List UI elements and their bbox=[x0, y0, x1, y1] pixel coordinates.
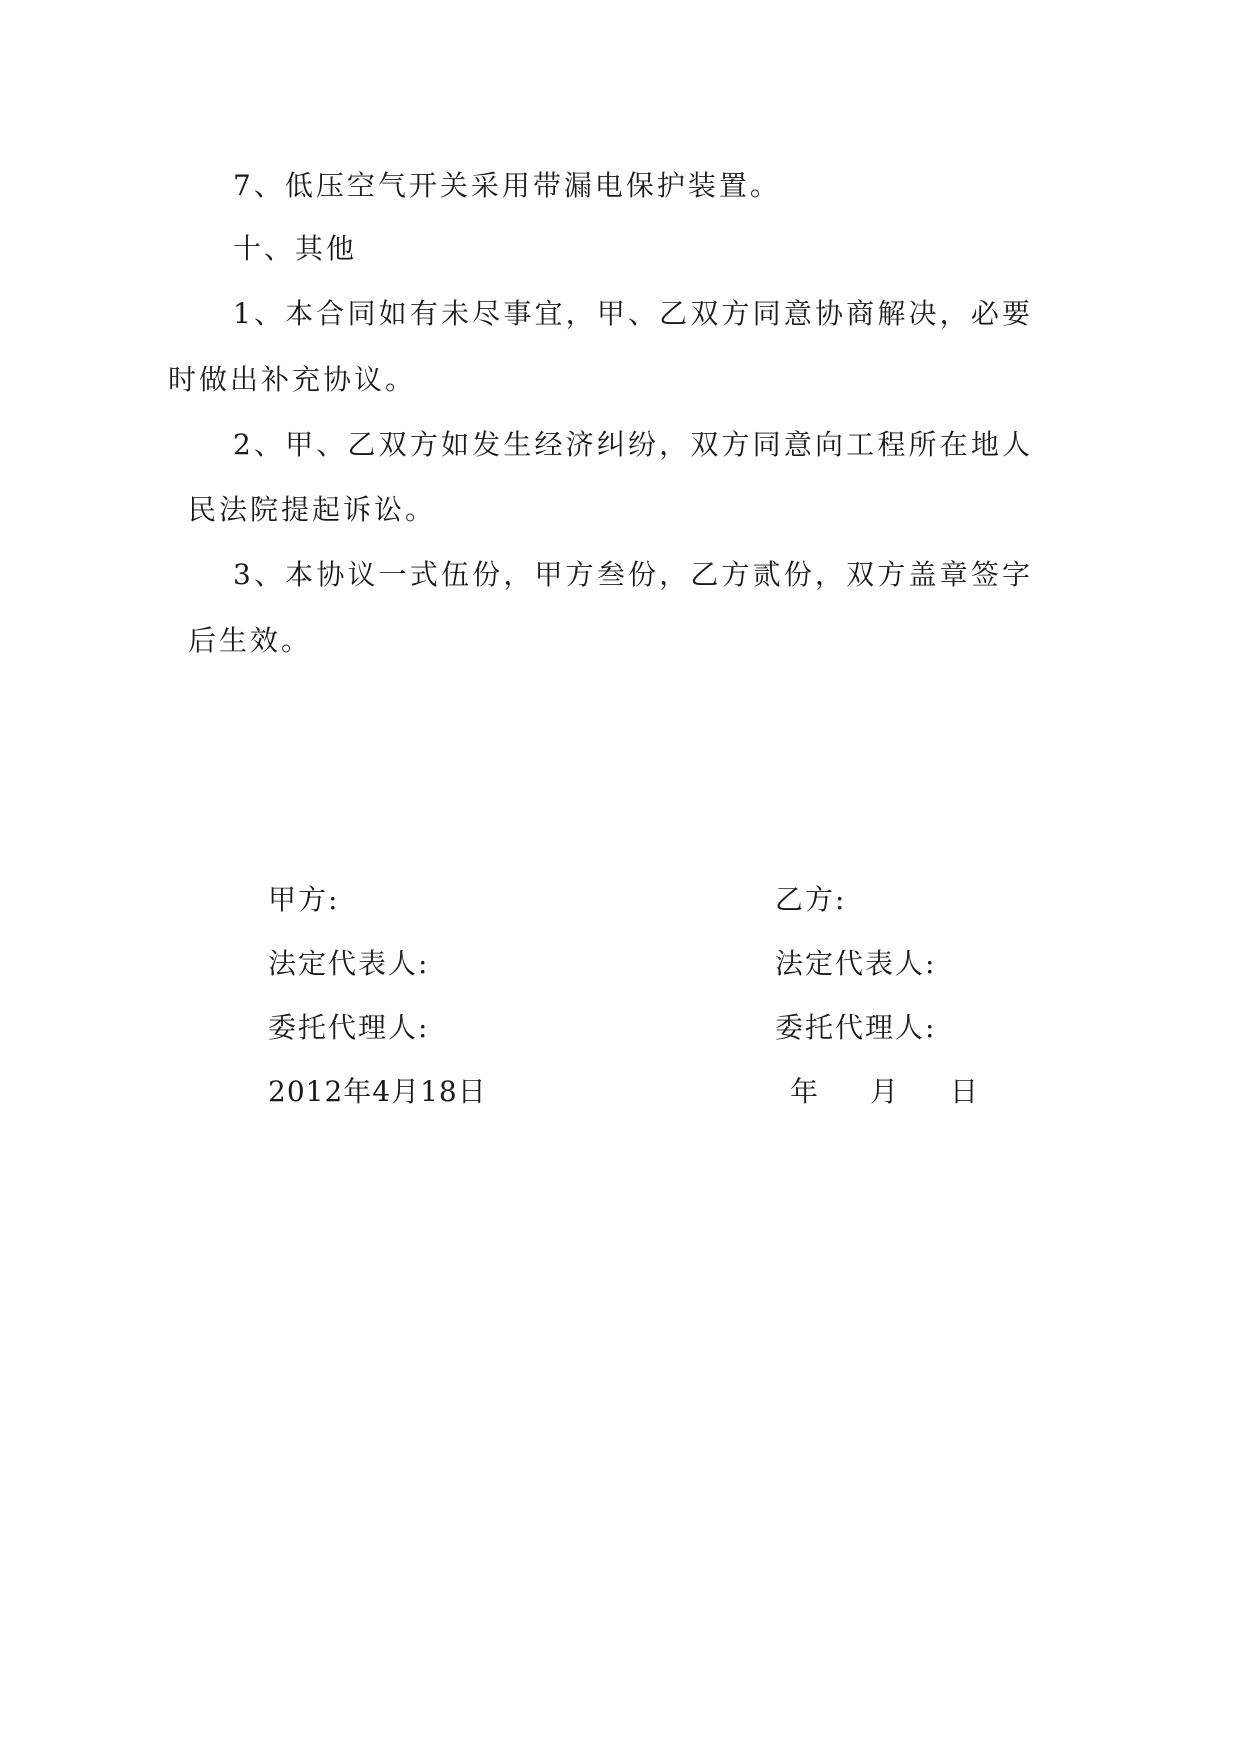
item-7-text: 7、低压空气开关采用带漏电保护装置。 bbox=[233, 169, 781, 202]
party-a-agent-label: 委托代理人: bbox=[268, 1011, 430, 1044]
party-b-label: 乙方: bbox=[775, 883, 847, 916]
party-a-date: 2012年4月18日 bbox=[268, 1075, 487, 1108]
section-10-heading: 十、其他 bbox=[233, 232, 358, 265]
party-b-date-month: 月 bbox=[870, 1075, 899, 1108]
party-a-label: 甲方: bbox=[268, 883, 340, 916]
party-b-legal-rep-label: 法定代表人: bbox=[775, 947, 937, 980]
party-b-agent-label: 委托代理人: bbox=[775, 1011, 937, 1044]
party-a-legal-rep-label: 法定代表人: bbox=[268, 947, 430, 980]
party-b-date-year: 年 bbox=[790, 1075, 819, 1108]
clause-3-line-1: 3、本协议一式伍份，甲方叁份，乙方贰份，双方盖章签字 bbox=[233, 558, 1033, 591]
clause-1-line-1: 1、本合同如有未尽事宜，甲、乙双方同意协商解决，必要 bbox=[233, 297, 1033, 330]
clause-2-line-2: 民法院提起诉讼。 bbox=[188, 493, 437, 526]
clause-1-line-2: 时做出补充协议。 bbox=[168, 363, 417, 396]
clause-3-line-2: 后生效。 bbox=[188, 624, 313, 657]
party-b-date-day: 日 bbox=[950, 1075, 979, 1108]
clause-2-line-1: 2、甲、乙双方如发生经济纠纷，双方同意向工程所在地人 bbox=[233, 428, 1033, 461]
